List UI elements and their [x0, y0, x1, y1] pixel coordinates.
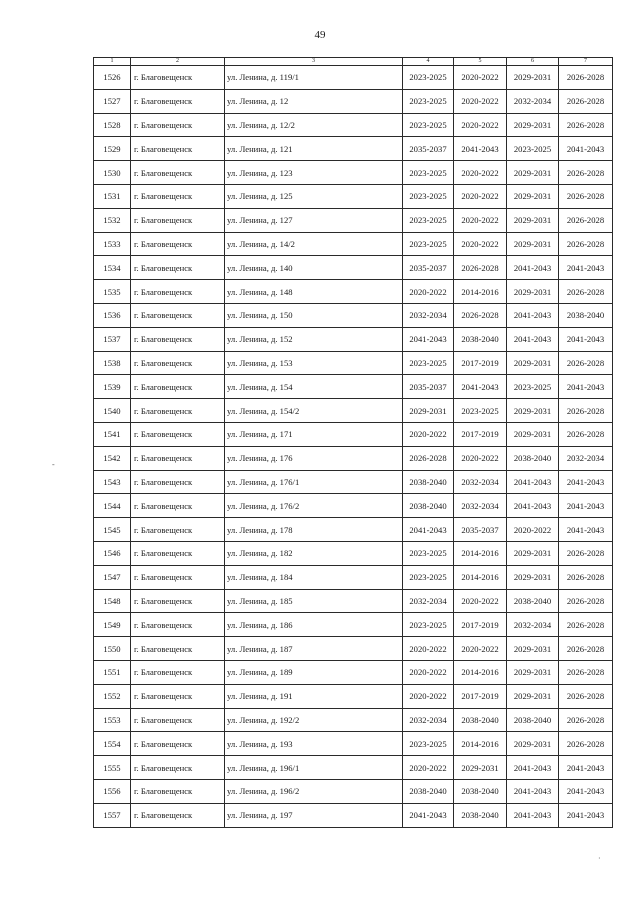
period-col6-cell: 2041-2043: [507, 494, 559, 518]
period-col7-cell: 2026-2028: [559, 280, 613, 304]
table-row: [94, 351, 613, 375]
address-cell: ул. Ленина, д. 140: [225, 256, 403, 280]
address-cell: ул. Ленина, д. 191: [225, 684, 403, 708]
table-row: [94, 161, 613, 185]
period-col5-cell: 2029-2031: [454, 756, 507, 780]
row-number-cell: 1547: [94, 565, 131, 589]
address-cell: ул. Ленина, д. 153: [225, 351, 403, 375]
period-col7-cell: 2026-2028: [559, 589, 613, 613]
address-cell: ул. Ленина, д. 121: [225, 137, 403, 161]
period-col5-cell: 2020-2022: [454, 208, 507, 232]
table-row: [94, 660, 613, 684]
table-row: [94, 137, 613, 161]
row-number-cell: 1531: [94, 184, 131, 208]
period-col6-cell: 2029-2031: [507, 660, 559, 684]
table-row: [94, 303, 613, 327]
period-col5-cell: 2014-2016: [454, 565, 507, 589]
address-cell: ул. Ленина, д. 150: [225, 303, 403, 327]
address-cell: ул. Ленина, д. 182: [225, 541, 403, 565]
period-col6-cell: 2038-2040: [507, 446, 559, 470]
period-col6-cell: 2029-2031: [507, 351, 559, 375]
period-col6-cell: 2029-2031: [507, 184, 559, 208]
table-row: [94, 66, 613, 90]
row-number-cell: 1536: [94, 303, 131, 327]
address-cell: ул. Ленина, д. 192/2: [225, 708, 403, 732]
row-number-cell: 1535: [94, 280, 131, 304]
table-row: [94, 589, 613, 613]
period-col4-cell: 2023-2025: [403, 613, 454, 637]
period-col4-cell: 2023-2025: [403, 161, 454, 185]
period-col7-cell: 2041-2043: [559, 779, 613, 803]
period-col4-cell: 2026-2028: [403, 446, 454, 470]
column-number-row: [94, 58, 613, 66]
period-col4-cell: 2032-2034: [403, 303, 454, 327]
period-col5-cell: 2035-2037: [454, 518, 507, 542]
period-col4-cell: 2020-2022: [403, 756, 454, 780]
period-col4-cell: 2023-2025: [403, 184, 454, 208]
address-cell: ул. Ленина, д. 119/1: [225, 66, 403, 90]
table-body: [94, 66, 613, 828]
period-col5-cell: 2041-2043: [454, 375, 507, 399]
row-number-cell: 1551: [94, 660, 131, 684]
row-number-cell: 1555: [94, 756, 131, 780]
period-col6-cell: 2020-2022: [507, 518, 559, 542]
period-col7-cell: 2026-2028: [559, 637, 613, 661]
row-number-cell: 1529: [94, 137, 131, 161]
table-row: [94, 803, 613, 827]
period-col4-cell: 2029-2031: [403, 399, 454, 423]
address-cell: ул. Ленина, д. 12/2: [225, 113, 403, 137]
city-cell: г. Благовещенск: [131, 470, 225, 494]
column-header-3: 3: [225, 58, 403, 66]
row-number-cell: 1539: [94, 375, 131, 399]
period-col5-cell: 2017-2019: [454, 351, 507, 375]
period-col6-cell: 2029-2031: [507, 280, 559, 304]
period-col6-cell: 2029-2031: [507, 684, 559, 708]
period-col6-cell: 2041-2043: [507, 803, 559, 827]
period-col4-cell: 2020-2022: [403, 422, 454, 446]
period-col7-cell: 2026-2028: [559, 684, 613, 708]
address-cell: ул. Ленина, д. 123: [225, 161, 403, 185]
period-col6-cell: 2038-2040: [507, 708, 559, 732]
period-col4-cell: 2032-2034: [403, 708, 454, 732]
address-cell: ул. Ленина, д. 154: [225, 375, 403, 399]
table-row: [94, 184, 613, 208]
row-number-cell: 1538: [94, 351, 131, 375]
period-col7-cell: 2026-2028: [559, 161, 613, 185]
period-col5-cell: 2038-2040: [454, 803, 507, 827]
row-number-cell: 1537: [94, 327, 131, 351]
period-col6-cell: 2041-2043: [507, 779, 559, 803]
period-col6-cell: 2032-2034: [507, 613, 559, 637]
period-col7-cell: 2041-2043: [559, 470, 613, 494]
period-col4-cell: 2035-2037: [403, 256, 454, 280]
column-header-6: 6: [507, 58, 559, 66]
row-number-cell: 1552: [94, 684, 131, 708]
city-cell: г. Благовещенск: [131, 422, 225, 446]
column-header-1: 1: [94, 58, 131, 66]
city-cell: г. Благовещенск: [131, 613, 225, 637]
period-col4-cell: 2023-2025: [403, 565, 454, 589]
row-number-cell: 1554: [94, 732, 131, 756]
period-col4-cell: 2023-2025: [403, 66, 454, 90]
period-col4-cell: 2020-2022: [403, 684, 454, 708]
table-row: [94, 494, 613, 518]
address-cell: ул. Ленина, д. 196/1: [225, 756, 403, 780]
period-col4-cell: 2023-2025: [403, 89, 454, 113]
period-col7-cell: 2026-2028: [559, 89, 613, 113]
period-col6-cell: 2041-2043: [507, 756, 559, 780]
row-number-cell: 1527: [94, 89, 131, 113]
city-cell: г. Благовещенск: [131, 637, 225, 661]
period-col5-cell: 2017-2019: [454, 684, 507, 708]
period-col5-cell: 2014-2016: [454, 541, 507, 565]
city-cell: г. Благовещенск: [131, 375, 225, 399]
period-col5-cell: 2017-2019: [454, 613, 507, 637]
period-col6-cell: 2029-2031: [507, 113, 559, 137]
address-cell: ул. Ленина, д. 176: [225, 446, 403, 470]
city-cell: г. Благовещенск: [131, 541, 225, 565]
address-cell: ул. Ленина, д. 125: [225, 184, 403, 208]
period-col7-cell: 2041-2043: [559, 137, 613, 161]
period-col7-cell: 2041-2043: [559, 256, 613, 280]
period-col7-cell: 2032-2034: [559, 446, 613, 470]
period-col5-cell: 2026-2028: [454, 256, 507, 280]
city-cell: г. Благовещенск: [131, 660, 225, 684]
address-cell: ул. Ленина, д. 184: [225, 565, 403, 589]
city-cell: г. Благовещенск: [131, 184, 225, 208]
table-row: [94, 708, 613, 732]
city-cell: г. Благовещенск: [131, 232, 225, 256]
period-col5-cell: 2020-2022: [454, 589, 507, 613]
period-col4-cell: 2023-2025: [403, 732, 454, 756]
period-col5-cell: 2023-2025: [454, 399, 507, 423]
period-col4-cell: 2023-2025: [403, 113, 454, 137]
period-col7-cell: 2026-2028: [559, 184, 613, 208]
table-row: [94, 422, 613, 446]
period-col7-cell: 2026-2028: [559, 113, 613, 137]
period-col7-cell: 2041-2043: [559, 375, 613, 399]
period-col4-cell: 2041-2043: [403, 803, 454, 827]
period-col7-cell: 2026-2028: [559, 208, 613, 232]
row-number-cell: 1542: [94, 446, 131, 470]
address-cell: ул. Ленина, д. 176/1: [225, 470, 403, 494]
period-col6-cell: 2029-2031: [507, 422, 559, 446]
period-col7-cell: 2026-2028: [559, 541, 613, 565]
table-row: [94, 518, 613, 542]
city-cell: г. Благовещенск: [131, 756, 225, 780]
period-col4-cell: 2023-2025: [403, 208, 454, 232]
address-cell: ул. Ленина, д. 196/2: [225, 779, 403, 803]
period-col4-cell: 2020-2022: [403, 280, 454, 304]
period-col6-cell: 2029-2031: [507, 541, 559, 565]
row-number-cell: 1534: [94, 256, 131, 280]
period-col5-cell: 2038-2040: [454, 779, 507, 803]
period-col5-cell: 2017-2019: [454, 422, 507, 446]
table-row: [94, 256, 613, 280]
city-cell: г. Благовещенск: [131, 518, 225, 542]
period-col7-cell: 2026-2028: [559, 351, 613, 375]
city-cell: г. Благовещенск: [131, 351, 225, 375]
period-col7-cell: 2041-2043: [559, 518, 613, 542]
period-col6-cell: 2023-2025: [507, 375, 559, 399]
city-cell: г. Благовещенск: [131, 494, 225, 518]
address-cell: ул. Ленина, д. 186: [225, 613, 403, 637]
address-cell: ул. Ленина, д. 171: [225, 422, 403, 446]
city-cell: г. Благовещенск: [131, 684, 225, 708]
city-cell: г. Благовещенск: [131, 280, 225, 304]
period-col5-cell: 2014-2016: [454, 280, 507, 304]
row-number-cell: 1540: [94, 399, 131, 423]
period-col5-cell: 2014-2016: [454, 732, 507, 756]
column-header-4: 4: [403, 58, 454, 66]
row-number-cell: 1548: [94, 589, 131, 613]
table-row: [94, 613, 613, 637]
housing-register-table: [93, 57, 613, 828]
row-number-cell: 1526: [94, 66, 131, 90]
table-row: [94, 756, 613, 780]
period-col4-cell: 2023-2025: [403, 351, 454, 375]
table-row: [94, 637, 613, 661]
period-col4-cell: 2035-2037: [403, 375, 454, 399]
city-cell: г. Благовещенск: [131, 708, 225, 732]
period-col6-cell: 2029-2031: [507, 399, 559, 423]
period-col6-cell: 2029-2031: [507, 637, 559, 661]
city-cell: г. Благовещенск: [131, 161, 225, 185]
city-cell: г. Благовещенск: [131, 399, 225, 423]
table-row: [94, 732, 613, 756]
row-number-cell: 1557: [94, 803, 131, 827]
period-col7-cell: 2026-2028: [559, 232, 613, 256]
period-col4-cell: 2020-2022: [403, 660, 454, 684]
table-row: [94, 327, 613, 351]
address-cell: ул. Ленина, д. 178: [225, 518, 403, 542]
period-col7-cell: 2038-2040: [559, 303, 613, 327]
period-col4-cell: 2023-2025: [403, 232, 454, 256]
row-number-cell: 1541: [94, 422, 131, 446]
city-cell: г. Благовещенск: [131, 256, 225, 280]
period-col7-cell: 2041-2043: [559, 494, 613, 518]
address-cell: ул. Ленина, д. 176/2: [225, 494, 403, 518]
period-col5-cell: 2020-2022: [454, 446, 507, 470]
period-col7-cell: 2026-2028: [559, 613, 613, 637]
period-col4-cell: 2032-2034: [403, 589, 454, 613]
row-number-cell: 1528: [94, 113, 131, 137]
period-col4-cell: 2035-2037: [403, 137, 454, 161]
period-col7-cell: 2041-2043: [559, 756, 613, 780]
period-col6-cell: 2029-2031: [507, 732, 559, 756]
period-col6-cell: 2032-2034: [507, 89, 559, 113]
table-row: [94, 446, 613, 470]
period-col5-cell: 2020-2022: [454, 89, 507, 113]
column-header-7: 7: [559, 58, 613, 66]
period-col6-cell: 2038-2040: [507, 589, 559, 613]
period-col4-cell: 2038-2040: [403, 494, 454, 518]
city-cell: г. Благовещенск: [131, 66, 225, 90]
period-col6-cell: 2023-2025: [507, 137, 559, 161]
table-row: [94, 399, 613, 423]
table-row: [94, 541, 613, 565]
period-col6-cell: 2041-2043: [507, 303, 559, 327]
period-col5-cell: 2032-2034: [454, 470, 507, 494]
table-row: [94, 565, 613, 589]
period-col7-cell: 2026-2028: [559, 66, 613, 90]
city-cell: г. Благовещенск: [131, 208, 225, 232]
row-number-cell: 1556: [94, 779, 131, 803]
period-col7-cell: 2026-2028: [559, 565, 613, 589]
period-col6-cell: 2041-2043: [507, 256, 559, 280]
table-row: [94, 208, 613, 232]
period-col4-cell: 2023-2025: [403, 541, 454, 565]
table-row: [94, 684, 613, 708]
period-col4-cell: 2041-2043: [403, 327, 454, 351]
city-cell: г. Благовещенск: [131, 303, 225, 327]
city-cell: г. Благовещенск: [131, 803, 225, 827]
city-cell: г. Благовещенск: [131, 565, 225, 589]
row-number-cell: 1544: [94, 494, 131, 518]
page-number: 49: [314, 29, 326, 41]
row-number-cell: 1545: [94, 518, 131, 542]
scan-dash-mark: -: [52, 460, 55, 469]
period-col7-cell: 2041-2043: [559, 327, 613, 351]
address-cell: ул. Ленина, д. 14/2: [225, 232, 403, 256]
city-cell: г. Благовещенск: [131, 137, 225, 161]
period-col7-cell: 2026-2028: [559, 732, 613, 756]
period-col6-cell: 2041-2043: [507, 327, 559, 351]
period-col5-cell: 2041-2043: [454, 137, 507, 161]
period-col5-cell: 2038-2040: [454, 708, 507, 732]
row-number-cell: 1553: [94, 708, 131, 732]
city-cell: г. Благовещенск: [131, 732, 225, 756]
address-cell: ул. Ленина, д. 148: [225, 280, 403, 304]
period-col5-cell: 2020-2022: [454, 161, 507, 185]
row-number-cell: 1543: [94, 470, 131, 494]
table-row: [94, 470, 613, 494]
city-cell: г. Благовещенск: [131, 589, 225, 613]
table-row: [94, 280, 613, 304]
scan-dot-mark: ·: [598, 854, 601, 863]
table-row: [94, 232, 613, 256]
address-cell: ул. Ленина, д. 197: [225, 803, 403, 827]
city-cell: г. Благовещенск: [131, 779, 225, 803]
period-col5-cell: 2020-2022: [454, 113, 507, 137]
city-cell: г. Благовещенск: [131, 327, 225, 351]
row-number-cell: 1546: [94, 541, 131, 565]
address-cell: ул. Ленина, д. 187: [225, 637, 403, 661]
period-col6-cell: 2029-2031: [507, 208, 559, 232]
period-col6-cell: 2029-2031: [507, 66, 559, 90]
table-row: [94, 89, 613, 113]
address-cell: ул. Ленина, д. 193: [225, 732, 403, 756]
address-cell: ул. Ленина, д. 185: [225, 589, 403, 613]
period-col4-cell: 2020-2022: [403, 637, 454, 661]
period-col4-cell: 2038-2040: [403, 779, 454, 803]
row-number-cell: 1549: [94, 613, 131, 637]
period-col5-cell: 2020-2022: [454, 184, 507, 208]
period-col5-cell: 2020-2022: [454, 66, 507, 90]
city-cell: г. Благовещенск: [131, 113, 225, 137]
period-col7-cell: 2026-2028: [559, 422, 613, 446]
table-header: [94, 58, 613, 66]
period-col4-cell: 2041-2043: [403, 518, 454, 542]
period-col5-cell: 2032-2034: [454, 494, 507, 518]
period-col7-cell: 2026-2028: [559, 708, 613, 732]
table-row: [94, 779, 613, 803]
period-col4-cell: 2038-2040: [403, 470, 454, 494]
address-cell: ул. Ленина, д. 12: [225, 89, 403, 113]
period-col6-cell: 2029-2031: [507, 565, 559, 589]
period-col5-cell: 2014-2016: [454, 660, 507, 684]
period-col7-cell: 2041-2043: [559, 803, 613, 827]
column-header-2: 2: [131, 58, 225, 66]
period-col5-cell: 2026-2028: [454, 303, 507, 327]
row-number-cell: 1530: [94, 161, 131, 185]
period-col5-cell: 2020-2022: [454, 232, 507, 256]
table-row: [94, 375, 613, 399]
column-header-5: 5: [454, 58, 507, 66]
address-cell: ул. Ленина, д. 152: [225, 327, 403, 351]
period-col5-cell: 2020-2022: [454, 637, 507, 661]
period-col5-cell: 2038-2040: [454, 327, 507, 351]
row-number-cell: 1532: [94, 208, 131, 232]
address-cell: ул. Ленина, д. 127: [225, 208, 403, 232]
row-number-cell: 1533: [94, 232, 131, 256]
row-number-cell: 1550: [94, 637, 131, 661]
period-col6-cell: 2041-2043: [507, 470, 559, 494]
table-row: [94, 113, 613, 137]
address-cell: ул. Ленина, д. 189: [225, 660, 403, 684]
period-col7-cell: 2026-2028: [559, 660, 613, 684]
period-col7-cell: 2026-2028: [559, 399, 613, 423]
period-col6-cell: 2029-2031: [507, 232, 559, 256]
city-cell: г. Благовещенск: [131, 89, 225, 113]
period-col6-cell: 2029-2031: [507, 161, 559, 185]
address-cell: ул. Ленина, д. 154/2: [225, 399, 403, 423]
city-cell: г. Благовещенск: [131, 446, 225, 470]
